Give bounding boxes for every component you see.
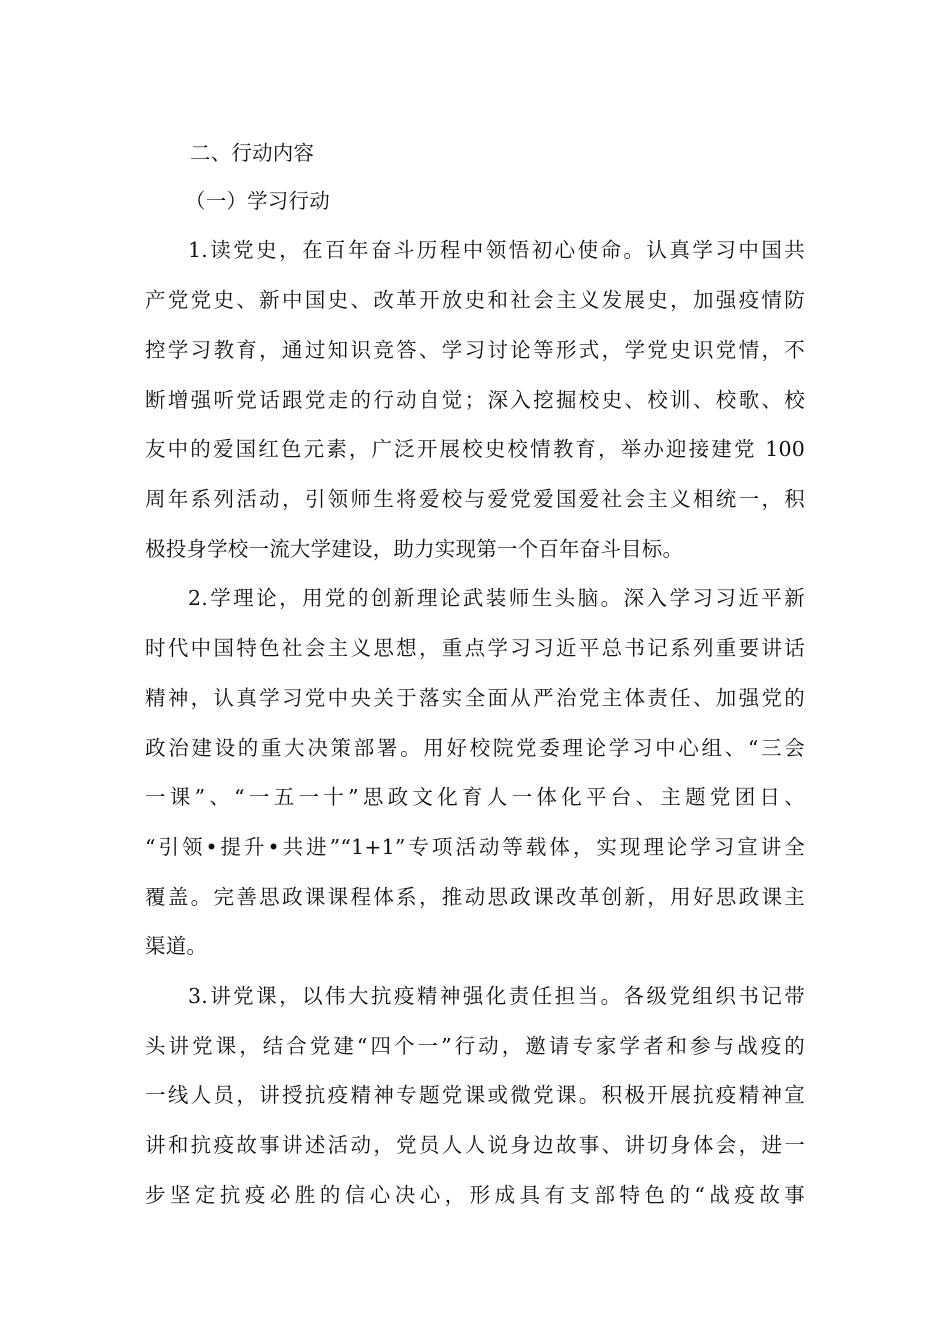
paragraph-line: 周年系列活动，引领师生将爱校与爱党爱国爱社会主义相统一，积 xyxy=(145,487,805,511)
paragraph-line: 产党党史、新中国史、改革开放史和社会主义发展史，加强疫情防 xyxy=(145,288,805,312)
paragraph-line: “引领•提升•共进”“1+1”专项活动等载体，实现理论学习宣讲全 xyxy=(145,835,805,859)
paragraph-line: 断增强听党话跟党走的行动自觉；深入挖掘校史、校训、校歌、校 xyxy=(145,388,805,412)
paragraph-line: 控学习教育，通过知识竞答、学习讨论等形式，学党史识党情，不 xyxy=(145,338,805,362)
paragraph-line: 头讲党课，结合党建“四个一”行动，邀请专家学者和参与战疫的 xyxy=(145,1034,805,1058)
paragraph-line: 讲和抗疫故事讲述活动，党员人人说身边故事、讲切身体会，进一 xyxy=(145,1133,805,1157)
paragraph-line: 渠道。 xyxy=(145,934,208,958)
paragraph-line: 精神，认真学习党中央关于落实全面从严治党主体责任、加强党的 xyxy=(145,686,805,710)
section-heading: 二、行动内容 xyxy=(190,141,315,165)
paragraph-line: 友中的爱国红色元素，广泛开展校史校情教育，举办迎接建党 100 xyxy=(145,437,805,461)
subsection-heading: （一）学习行动 xyxy=(185,189,330,213)
paragraph-line: 一课”、“一五一十”思政文化育人一体化平台、主题党团日、 xyxy=(145,785,805,809)
paragraph-line: 一线人员，讲授抗疫精神专题党课或微党课。积极开展抗疫精神宣 xyxy=(145,1083,805,1107)
paragraph-line: 政治建设的重大决策部署。用好校院党委理论学习中心组、“三会 xyxy=(145,736,805,760)
paragraph-line: 时代中国特色社会主义思想，重点学习习近平总书记系列重要讲话 xyxy=(145,636,805,660)
paragraph-line: 步坚定抗疫必胜的信心决心，形成具有支部特色的“战疫故事 xyxy=(145,1183,805,1207)
paragraph-line: 2.学理论，用党的创新理论武装师生头脑。深入学习习近平新 xyxy=(188,586,805,610)
paragraph-line: 1.读党史，在百年奋斗历程中领悟初心使命。认真学习中国共 xyxy=(188,238,805,262)
paragraph-line: 覆盖。完善思政课课程体系，推动思政课改革创新，用好思政课主 xyxy=(145,885,805,909)
paragraph-line: 极投身学校一流大学建设，助力实现第一个百年奋斗目标。 xyxy=(145,537,684,561)
paragraph-line: 3.讲党课，以伟大抗疫精神强化责任担当。各级党组织书记带 xyxy=(188,984,805,1008)
